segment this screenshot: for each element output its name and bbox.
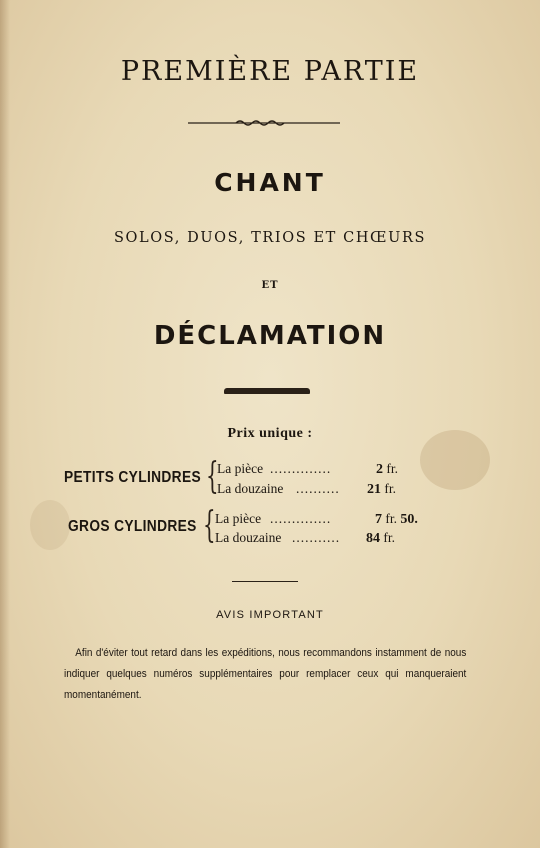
cylinder-name: GROS CYLINDRES [68,518,197,535]
leader-dots: .............. [270,511,332,526]
price-row-label: La pièce [217,461,264,476]
section-heading: PREMIÈRE PARTIE [120,56,420,87]
leader-dots: .......... [296,481,340,496]
price-value: 84 fr. [366,530,395,546]
brace-icon: { [206,456,219,497]
price-row-label: La douzaine [217,481,284,496]
conjunction: ET [261,280,279,291]
title-declamation: DÉCLAMATION [153,321,387,351]
cylinder-name: PETITS CYLINDRES [64,469,202,486]
paper-stain [30,500,70,550]
subtitle: SOLOS, DUOS, TRIOS ET CHŒURS [113,230,427,246]
prix-label: Prix unique : [227,426,313,441]
notice-text: Afin d'éviter tout retard dans les expéditions, nous recommandons instamment de nous indiquer quelques numéros supplémentaires pour remplacer ceux qui manqueraient momentanément. [64,647,467,701]
price-value: 7 fr. 50. [375,511,418,527]
paper-edge-shadow [0,0,10,848]
notice-title: AVIS IMPORTANT [216,609,324,621]
thin-rule [232,581,298,582]
price-value: 2 fr. [376,461,398,477]
thick-rule [224,388,310,394]
price-row-label: La douzaine [215,530,282,545]
brace-icon: { [203,505,216,546]
leader-dots: .............. [270,461,332,476]
ornament-rule [188,117,340,129]
leader-dots: ........... [292,530,341,545]
price-row-label: La pièce [215,511,262,526]
title-chant: CHANT [214,168,326,197]
price-value: 21 fr. [367,481,396,497]
